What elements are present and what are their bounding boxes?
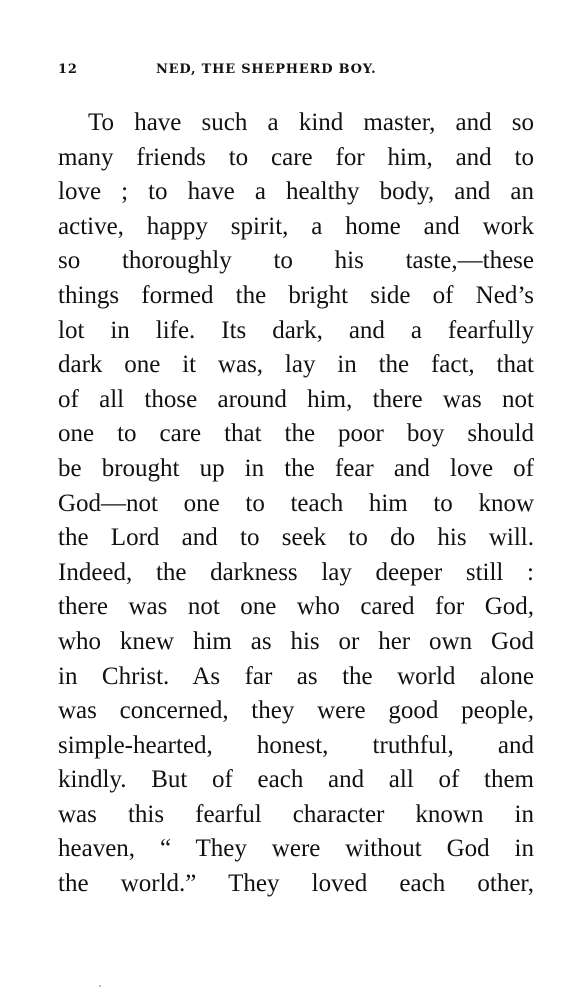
text-line: dark one it was, lay in the fact, that xyxy=(58,351,534,379)
text-line: heaven, “ They were without God in xyxy=(58,835,534,863)
text-line: simple-hearted, honest, truthful, and xyxy=(58,731,534,759)
text-line: of all those around him, there was not xyxy=(58,385,534,413)
text-line: lot in life. Its dark, and a fearfully xyxy=(58,316,534,344)
text-line: in Christ. As far as the world alone xyxy=(58,662,534,690)
text-line: God—not one to teach him to know xyxy=(58,489,534,517)
text-line: kindly. But of each and all of them xyxy=(58,766,534,794)
stray-ink-mark xyxy=(99,985,101,987)
running-head xyxy=(58,62,536,86)
text-line: who knew him as his or her own God xyxy=(58,627,534,655)
text-line: active, happy spirit, a home and work xyxy=(58,212,534,240)
text-line: so thoroughly to his taste,—these xyxy=(58,247,534,275)
text-line: was concerned, they were good people, xyxy=(58,697,534,725)
text-line: be brought up in the fear and love of xyxy=(58,454,534,482)
text-line: the world.” They loved each other, xyxy=(58,870,534,898)
text-line: many friends to care for him, and to xyxy=(58,143,534,171)
body-text xyxy=(58,106,534,902)
running-title: NED, THE SHEPHERD BOY. xyxy=(156,62,377,77)
text-line: things formed the bright side of Ned’s xyxy=(58,281,534,309)
text-line: Indeed, the darkness lay deeper still : xyxy=(58,558,534,586)
text-line: To have such a kind master, and so xyxy=(88,109,534,136)
page-number: 12 xyxy=(58,62,78,77)
text-line: one to care that the poor boy should xyxy=(58,420,534,448)
text-line: was this fearful character known in xyxy=(58,800,534,828)
text-line: the Lord and to seek to do his will. xyxy=(58,524,534,552)
text-line: there was not one who cared for God, xyxy=(58,593,534,621)
text-line: love ; to have a healthy body, and an xyxy=(58,178,534,206)
